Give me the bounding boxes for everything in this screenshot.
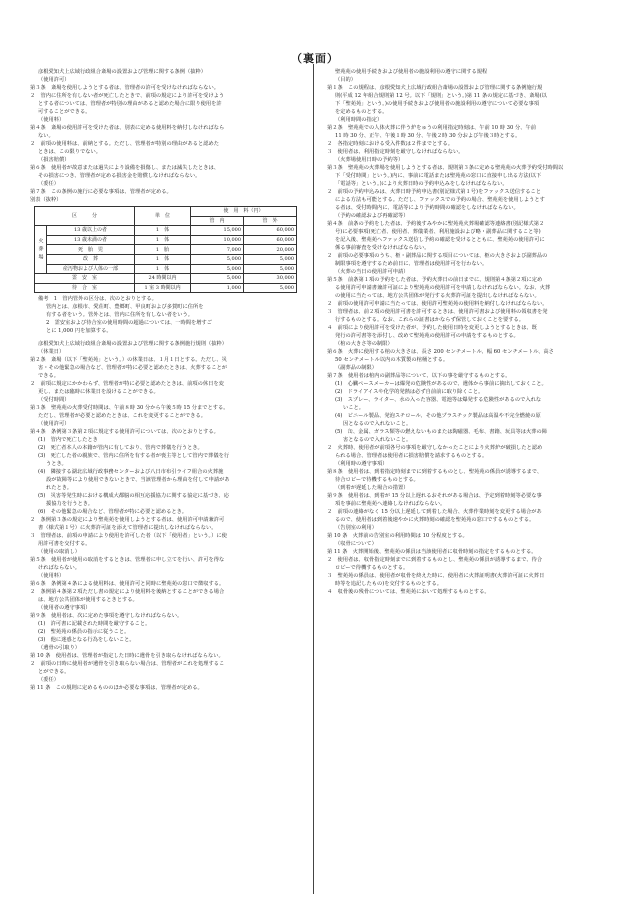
text-line: (4) 隣接する湖北広域行政事務センターおよび八日市布引ライフ組合の火葬施 xyxy=(38,469,224,476)
text-line: 第７条 使用者は棺内の副葬品等について、以下の事を厳守するものとする。 xyxy=(327,373,511,379)
ordinance-excerpt xyxy=(30,68,305,204)
text-line: （使用許可） xyxy=(38,77,70,83)
text-line: （予約の確認および再確認等） xyxy=(335,213,409,219)
text-line: できる。 xyxy=(38,373,59,380)
text-line: 彦根愛知犬上広域行政組合斎場の設置および管理に関する条例施行規則（抜粋） xyxy=(38,341,227,348)
text-line: (3) 他に迷惑となる行為をしないこと。 xyxy=(38,637,135,644)
text-line: (5) 災害等発生時における構成大都脳の相互応援協力に関する協定に基づき、応 xyxy=(38,493,229,500)
fee-row-unit: 1 胎 xyxy=(135,245,191,255)
text-line: 第９条 使用者は、到着が 15 分以上遅れるおそれがある場合は、予定到着時刻等必要な事 xyxy=(327,493,542,499)
text-line: 設が故障等により使用できないときで、当該管理者から理由を付して申請があ xyxy=(46,477,230,484)
text-line: る者は、受付時間内に、電話等により予約時間の確認をしなければならない。 xyxy=(335,205,519,211)
text-line: ２ 前項の日時に使用者が遺骨を引き取らない場合は、管理者がこれを処理するこ xyxy=(30,661,225,668)
text-line: 管内とは、彦根市、愛荘町、豊郷町、甲良町および多賀町に住所を xyxy=(46,304,204,311)
text-line: ２ 管内に住所を有しない者が死亡したときで、前項の規定により許可を受けよう xyxy=(30,93,225,99)
text-line: （火葬場使用日時の予約等） xyxy=(335,157,404,163)
text-line: 「電話等」という。)により火葬日時の予約申込みをしなければならない。 xyxy=(335,181,508,187)
fee-row-outside: 30,000 xyxy=(244,274,297,284)
fee-row-outside: 60,000 xyxy=(244,226,297,236)
text-line: (2) 聖苑苑の係員の指示に従うこと。 xyxy=(38,629,130,636)
text-line: （委任） xyxy=(38,677,59,684)
text-line: ４ 前項により使用許可を受けた者が、予約した使用日時を変更しようとするときは、既 xyxy=(327,325,537,331)
text-line: ロビーで待機するものとする。 xyxy=(335,565,409,571)
fee-row-unit: 1 体 xyxy=(135,264,191,274)
text-line: ３ 管理者は、前項の申請により使用を許可した者（以下「使用者」という。）に使 xyxy=(30,533,227,540)
text-line: とができる。 xyxy=(38,669,70,676)
text-line: 因となるので入れないこと。 xyxy=(343,421,412,427)
text-line: とする者については、管理者が特別の理由があると認めた場合に限り使用を許 xyxy=(38,101,222,107)
text-line: （副葬品の制限） xyxy=(335,365,377,371)
text-line: （火葬の当日の使用許可申請） xyxy=(335,269,409,275)
text-line: 制限事項を遵守するため前日に、管理者は使用許可を行わない。 xyxy=(335,261,488,267)
text-line: 第４条 斎場の使用許可を受けた者は、別表に定める使用料を納付しなければなら xyxy=(30,125,225,131)
text-line: (4) ビニール製品、発泡スチロール、その他プラスチック製品は高温や不完全燃焼の原 xyxy=(335,413,541,419)
text-line: (6) その他緊急の場合など、管理者が特に必要と認めるとき。 xyxy=(38,509,187,516)
fee-row-label: 13 歳以上の者 xyxy=(47,226,135,236)
fee-row-unit: 1 体 xyxy=(135,254,191,264)
text-line: による方法も可能とする。ただし、ファックスでの予約の場合、聖苑苑を使用しようとす xyxy=(335,197,545,203)
text-line: 害となるので入れないこと。 xyxy=(343,437,412,443)
text-line: 行するものとする。なお、これらの証書はかならず保管しておくことを要する。 xyxy=(335,317,524,323)
text-line: 第６条 使用者が故意または過失により設備を損傷し、または滅失したときは、 xyxy=(30,165,219,171)
fee-row-inside: 1,000 xyxy=(191,283,244,293)
fee-table xyxy=(34,206,297,293)
text-line: の使用に当たっては、地方公共団体が発行する火葬許可証を提出しなければならない。 xyxy=(335,293,540,299)
text-line: ３ 使用者は、利用指定時刻を厳守しなければならない。 xyxy=(327,149,464,155)
text-line: （委任） xyxy=(38,181,59,187)
text-line: （使用許可） xyxy=(38,421,70,428)
text-line: （棺の大きさ等の制限） xyxy=(335,341,393,347)
text-line: れたとき。 xyxy=(46,485,73,492)
text-line: 則(平成 12 年組合規則第 12 号。以下「規則」という。)第 11 条の規定に基づき、斎場(以 xyxy=(335,93,547,99)
fee-row-inside: 5,000 xyxy=(191,264,244,274)
text-line: を記入後、聖苑苑へファックス送信し予約の確認を受けるとともに、聖苑苑の使用許可に xyxy=(335,237,545,243)
text-line: 彦根愛知犬上広域行政組合斎場の設置および管理に関する条例（抜粋） xyxy=(38,69,206,75)
text-line: (2) 死亡者本人の本籍が管内に有しており、管内で葬儀を行うとき。 xyxy=(38,445,203,452)
text-line: 第３条 聖苑苑の火葬場を使用しようとする者は、規則第３条に定める聖苑苑の火葬予約受付時間以 xyxy=(327,165,564,171)
text-line: 第４条 条例第３条第２項に規定する使用許可については、次のとおりとする。 xyxy=(30,429,219,436)
text-line: 第７条 この条例の施行に必要な事項は、管理者が定める。 xyxy=(30,189,172,195)
fee-row-label: 霊 安 室 xyxy=(35,274,135,284)
text-line: 第５条 前条第１項の予約をした者は、予約火葬日の前日までに、規則第４条第２項に定め xyxy=(327,277,543,283)
text-line: 第１条 この規程は、彦根愛知犬上広域行政組合斎場の設置および管理に関する条例施行規 xyxy=(327,85,543,91)
fee-row-inside: 5,000 xyxy=(191,274,244,284)
text-line: 下「受付時間」という。)内に、事前に電話または聖苑苑の窓口に直接申し出る方法(以下 xyxy=(335,173,542,179)
text-line: 害・その他緊急の場合など、管理者が特に必要と認めたときは、火葬することが xyxy=(38,365,227,372)
page-title: （裏面） xyxy=(291,52,339,65)
text-line: 書（様式第１号）に火葬許可証を添えて管理者に提出しなければならない。 xyxy=(38,525,217,532)
text-line: るので、使用者は到着後速やかに火葬時刻の確認を聖苑苑の窓口でするものとする。 xyxy=(335,517,535,523)
fee-table-header-fee: 使 用 料（円） xyxy=(191,207,297,217)
text-line: ない。 xyxy=(38,133,54,139)
text-line: 第２条 聖苑苑での人体火葬に伴う炉をゅうの利用指定時刻は、午前 10 時 30 分、午前 xyxy=(327,125,537,131)
text-line: ２ 各指定時刻における受入件数は２件までとする。 xyxy=(327,141,453,147)
text-line: 可することができる。 xyxy=(38,109,91,115)
text-line: 係る事前審査を受けなければならない。 xyxy=(335,245,430,251)
fee-row-inside: 5,000 xyxy=(191,254,244,264)
table-row xyxy=(35,226,297,236)
fee-table-header-inside: 管 内 xyxy=(191,216,244,226)
text-line: 第 11 条 火葬開始後、聖苑苑の係員は当該使用者に収骨時刻の指定をするものとする。 xyxy=(327,549,537,555)
fee-row-inside: 15,000 xyxy=(191,226,244,236)
text-line: （損害賠償） xyxy=(38,157,70,163)
text-line: ３ 管理者は、前２項の使用許可書を許可するときは、使用許可書および使用料の領収書を発 xyxy=(327,309,548,315)
text-line: 第９条 使用者は、次に定めた事項を遵守しなければならない。 xyxy=(30,613,183,620)
text-line: 第 10 条 火葬前の告別室の利用時間は 10 分程度とする。 xyxy=(327,533,468,539)
text-line: ２ 前項の連絡がなく 15 分以上遅延して到着した場合、火葬作業時刻を変更する場合があ xyxy=(327,509,542,515)
text-line: ２ 火葬時、使用者が前項各号の事項を厳守しなかったことにより火葬炉が破損したと認め xyxy=(327,445,543,451)
text-line: 援協力を行うとき。 xyxy=(46,501,94,508)
text-line: 第 10 条 使用者は、管理者が指定した日時に遺骨を引き取らなければならない。 xyxy=(30,653,224,660)
text-line: その損害につき、管理者が定める損害金を賠償しなければならない。 xyxy=(38,173,201,179)
text-line: （到着が遅延した場合の措置） xyxy=(335,485,409,491)
fee-row-unit: 1 室 3 時間以内 xyxy=(135,283,191,293)
fee-row-label: 死 胎 児 xyxy=(47,245,135,255)
text-line: 2 霊安室および待合室の使用時間の超過については、一時間を増すご xyxy=(46,320,212,327)
fee-row-inside: 10,000 xyxy=(191,235,244,245)
fee-table-notes xyxy=(30,295,305,335)
text-line: ければならない。 xyxy=(38,565,80,572)
left-column xyxy=(30,68,305,893)
fee-row-label: 13 歳未満の者 xyxy=(47,235,135,245)
text-line: （使用料） xyxy=(38,573,65,580)
text-line: ２ 条例第３条の規定により聖苑苑を使用しようとする者は、使用許可申請兼許可 xyxy=(30,517,225,524)
fee-table-header-outside: 管 外 xyxy=(244,216,297,226)
table-row xyxy=(35,235,297,245)
text-line: ３ 聖苑苑の係員は、使用者が収骨を終えた時に、使用者に火葬証明書(火葬許可証に火葬日 xyxy=(327,573,545,579)
text-line: 第６条 火葬に使用する棺の大きさは、長さ 200 センチメートル、幅 60 センチメートル、高さ xyxy=(327,349,554,355)
text-line: いこと。 xyxy=(343,405,364,411)
text-line: ２ 前項に規定にかかわらず、管理者が特に必要と認めたときは、前項の休日を変 xyxy=(30,381,224,388)
table-row xyxy=(35,264,297,274)
text-line: ４ 収骨後の残骨については、聖苑苑において処理するものとする。 xyxy=(327,589,490,595)
fee-table-header-category: 区 分 xyxy=(35,207,135,226)
fee-row-label: 産汚物および人体の一部 xyxy=(47,264,135,274)
text-line: (1) 管内で死亡したとき xyxy=(38,437,98,444)
table-row xyxy=(35,254,297,264)
text-line: 待合ロビーで待機するものとする。 xyxy=(335,477,419,483)
fee-row-outside: 20,000 xyxy=(244,245,297,255)
fee-table-header-unit: 単 位 xyxy=(135,207,191,226)
text-line: 有する者をいう。管外とは、管内に住所を有しない者をいう。 xyxy=(46,312,193,319)
text-line: 備考 1 管内管外の区分は、次のとおりとする。 xyxy=(38,296,157,303)
text-line: る使用許可申請書兼許可証により聖苑苑の使用許可を申請しなければならない。なお、火葬 xyxy=(335,285,551,291)
regulation-excerpt xyxy=(30,340,305,692)
fee-row-unit: 24 時間以内 xyxy=(135,274,191,284)
text-line: を定めるものとする。 xyxy=(335,109,388,115)
text-line: （使用料） xyxy=(38,117,65,123)
text-line: （利用時の遵守事項） xyxy=(335,461,388,467)
text-line: ２ 前項の使用料は、前納とする。ただし、管理者が特別の理由があると認めた xyxy=(30,141,219,147)
text-line: 11 時 30 分、正午、午後１時 30 分、午後２時 30 分および午後３時とする。 xyxy=(335,133,521,139)
column-divider xyxy=(313,64,314,894)
fee-row-unit: 1 体 xyxy=(135,226,191,236)
fee-table-group-label: 火葬場 xyxy=(35,226,47,274)
fee-row-unit: 1 体 xyxy=(135,235,191,245)
text-line: （収骨について） xyxy=(335,541,377,547)
text-line: (1) 心臓ペースメーカーは爆発の危険性があるので、遺体から事前に摘出しておくこと。 xyxy=(335,381,547,387)
text-line: 第８条 使用者は、到着指定時刻までに到着するものとし、聖苑苑の係員が誘導するまで、 xyxy=(327,469,543,475)
text-line: 第６条 条例第４条による使用料は、使用許可と同時に聖苑苑の窓口で徴収する。 xyxy=(30,581,225,588)
text-line: とに 1,000 円を加算する。 xyxy=(46,328,112,335)
text-line: られる場合、管理者は使用者に損害賠償を請求するものとする。 xyxy=(335,453,488,459)
text-line: 時等を追記したもの)を交付するものとする。 xyxy=(335,581,443,587)
right-column xyxy=(327,68,602,893)
text-line: は、地方公共団体が使用するときとする。 xyxy=(38,597,138,604)
text-line: ただし、管理者が必要と認めたときは、これを変更することができる。 xyxy=(38,413,206,420)
text-line: （告別室の利用） xyxy=(335,525,377,531)
text-line: ２ 前項の必要事項のうち、柩・副葬品に関する項目については、柩の大きさおよび副葬品の xyxy=(327,253,548,259)
text-line: 更し、または臨時に休業日を設けることができる。 xyxy=(38,389,159,396)
text-line: (2) ドライアイスや化学的発熱は必ず自前前に取り除くこと。 xyxy=(335,389,484,395)
text-line: （使用の取消し） xyxy=(38,549,80,556)
fee-row-label: 待 合 室 xyxy=(35,283,135,293)
text-line: ２ 条例第４条第２項ただし書の規定により使用料を後納とすることができる場合 xyxy=(30,589,225,596)
table-row xyxy=(35,274,297,284)
text-line: ２ 前項の使用許可申請に当たっては、使用許可聖苑苑の使用料を納付しなければならない。 xyxy=(327,301,548,307)
fee-row-outside: 5,000 xyxy=(244,264,297,274)
text-line: 用許可書を交付する。 xyxy=(38,541,91,548)
text-line: 項を事前に聖苑苑へ連絡しなければならない。 xyxy=(335,501,446,507)
text-line: 発行の許可書等を添付し、改めて聖苑苑の使用許可の申請をするものとする。 xyxy=(335,333,519,339)
text-line: 別表（抜粋） xyxy=(30,197,62,203)
text-line: ２ 使用者は、収骨指定時刻までに到着するものとし、聖苑苑の係員が誘導するまで、待合 xyxy=(327,557,543,563)
fee-row-inside: 7,000 xyxy=(191,245,244,255)
usage-procedure-rules xyxy=(327,68,602,596)
fee-row-outside: 5,000 xyxy=(244,254,297,264)
fee-row-outside: 5,000 xyxy=(244,283,297,293)
text-line: 第２条 斎場（以下「聖苑苑」という。）の休業日は、１月１日とする。ただし、災 xyxy=(30,357,227,364)
text-line: ２ 前項の予約申込みは、火葬日時予約申込書(別記様式第１号)をファックス送信すること xyxy=(327,189,541,195)
text-line: 号)に必要事項(死亡者、使用者、葬儀業者、利用施設および略・副葬品に関すること等) xyxy=(335,229,541,235)
text-line: 50 センチメートル以内の木質製の棺桶とする。 xyxy=(335,357,449,363)
text-line: 下「聖苑苑」という。)の使用手続きおよび使用者の施設利用の遵守について必要な事項 xyxy=(335,101,540,107)
text-line: （使用者の遵守事項） xyxy=(38,605,91,612)
text-line: 第 11 条 この規則に定めるもののほか必要な事項は、管理者が定める。 xyxy=(30,685,203,692)
text-line: 第３条 聖苑苑の火葬受付時間は、午前８時 30 分から午後５時 15 分までとする。 xyxy=(30,405,229,412)
text-line: (3) 死亡した者の親族で、管内に住所を有する者が喪主等として管内で葬儀を行 xyxy=(38,453,230,460)
fee-row-label: 改 葬 xyxy=(47,254,135,264)
text-line: (5) 缶、金属、ガラス類等の燃えないものまたは陶磁器、毛布、書籍、玩具等は火葬の障 xyxy=(335,429,548,435)
text-line: （受付時間） xyxy=(38,397,70,404)
text-line: （目的） xyxy=(335,77,356,83)
text-line: （利用時間の指定） xyxy=(335,117,383,123)
text-line: (1) 許可書に記載された時間を厳守すること。 xyxy=(38,621,151,628)
text-line: 第３条 斎場を使用しようとする者は、管理者の許可を受けなければならない。 xyxy=(30,85,219,91)
text-line: 聖苑苑の使用手続きおよび使用者の施設利用の遵守に関する規程 xyxy=(335,69,488,75)
fee-row-outside: 60,000 xyxy=(244,235,297,245)
table-row xyxy=(35,283,297,293)
text-line: ときは、この限りでない。 xyxy=(38,149,101,155)
text-line: (3) スプレー、ライター、水の入った容器、電池等は爆発する危険性があるので入れな xyxy=(335,397,542,403)
text-line: （休業日） xyxy=(38,349,65,356)
table-row xyxy=(35,245,297,255)
text-line: 第４条 前条の予約をした者は、予約後すみやかに聖苑苑火葬場確認等連絡書(別記様式第２ xyxy=(327,221,545,227)
text-line: 第５条 使用者が使用の取消をするときは、管理者に申し立てを行い、許可を得な xyxy=(30,557,225,564)
text-line: うとき。 xyxy=(46,461,67,468)
text-line: （遺骨の引取り） xyxy=(38,645,80,652)
